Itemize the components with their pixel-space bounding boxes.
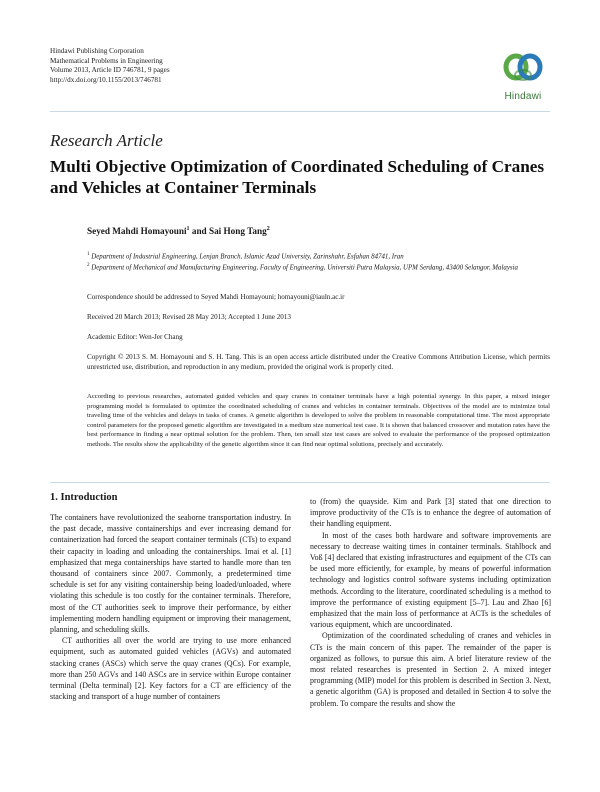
author-2: Sai Hong Tang bbox=[208, 226, 267, 237]
correspondence: Correspondence should be addressed to Seyed Mahdi Homayouni; homayouni@iauln.ac.ir bbox=[87, 293, 345, 301]
article-type: Research Article bbox=[50, 131, 163, 150]
volume-line: Volume 2013, Article ID 746781, 9 pages bbox=[50, 66, 170, 75]
section-heading-introduction: 1. Introduction bbox=[50, 492, 118, 503]
logo-text: Hindawi bbox=[504, 91, 542, 102]
paragraph: CT authorities all over the world are trying to use more enhanced equipment, such as automated guided vehicles (AGVs) and automated stacking cranes (ASCs) which serve the quay cranes (QCs). For example, more than 250 AGVs and 140 ASCs are in service within Europe container terminal (Delta terminal) [2]. Key factors for a CT are efficiency of the stacking and transport of a huge number of containers bbox=[50, 636, 291, 702]
header-rule bbox=[50, 111, 550, 112]
body-column-right bbox=[310, 496, 551, 709]
author-2-affiliation-mark: 2 bbox=[266, 226, 270, 232]
paragraph: The containers have revolutionized the seaborne transportation industry. In the past decade, massive containerships and ever increasing demand for containerization had forced the seaport container terminals (CTs) to expand their capacity in loading and unloading the containerships. Imai et al. [1] emphasized that mega containerships have started to handle more than ten thousand of containers since 2007. Commonly, a predetermined time schedule is set for any visiting containership being loaded/unloaded, where violating this schedule is too costly for the container terminals. Therefore, most of the CT authorities seek to improve their performance, by either implementing modern handling equipment or improving their management, planning, and scheduling skills. bbox=[50, 513, 291, 635]
paragraph: In most of the cases both hardware and software improvements are necessary to decrease waiting times in container terminals. Stahlbock and Voß [4] declared that existing infrastructures and equipment of the CTs can be used more efficiently, for example, by means of powerful information technology and logistics control software systems including optimization methods. According to the literature, coordinated scheduling is a method to improve the performance of existing equipment [5–7]. Lau and Zhao [6] emphasized that the main loss of performance at ACTs is the schedules of various equipment, which are uncoordinated. bbox=[310, 530, 551, 630]
body-column-left bbox=[50, 512, 291, 702]
author-1-affiliation-mark: 1 bbox=[186, 226, 190, 232]
affiliation-1 bbox=[87, 250, 542, 262]
affiliation-1-text: Department of Industrial Engineering, Lenjan Branch, Islamic Azad University, Zarinshahr, Esfahan 84741, Iran bbox=[91, 253, 404, 261]
author-1: Seyed Mahdi Homayouni bbox=[87, 226, 187, 237]
affiliation-1-mark: 1 bbox=[87, 252, 90, 257]
paragraph: to (from) the quayside. Kim and Park [3] stated that one direction to improve productivity of the CTs is to enhance the degree of automation of their handling equipment. bbox=[310, 497, 551, 529]
affiliation-2 bbox=[87, 261, 542, 273]
author-connector: and bbox=[189, 226, 209, 237]
paper-title: Multi Objective Optimization of Coordinated Scheduling of Cranes and Vehicles at Container Terminals bbox=[50, 157, 545, 197]
journal-header bbox=[50, 47, 170, 85]
academic-editor: Academic Editor: Wen-Jer Chang bbox=[87, 333, 183, 341]
affiliation-2-text: Department of Mechanical and Manufacturing Engineering, Faculty of Engineering, Universiti Putra Malaysia, UPM Serdang, 43400 Selangor, Malaysia bbox=[91, 264, 518, 272]
affiliation-2-mark: 2 bbox=[87, 263, 90, 268]
copyright-notice: Copyright © 2013 S. M. Homayouni and S. H. Tang. This is an open access article distributed under the Creative Commons Attribution License, which permits unrestricted use, distribution, and reproduction in any medium, provided the original work is properly cited. bbox=[87, 353, 550, 371]
received-dates: Received 20 March 2013; Revised 28 May 2013; Accepted 1 June 2013 bbox=[87, 313, 291, 321]
journal-name: Mathematical Problems in Engineering bbox=[50, 56, 163, 65]
paragraph: Optimization of the coordinated scheduling of cranes and vehicles in CTs is the main concern of this paper. The remainder of the paper is organized as follows, to pursue this aim. A brief literature review of the most related researches is presented in Section 2. A mixed integer programming (MIP) model for this problem is described in Section 3. Next, a genetic algorithm (GA) is proposed and detailed in Section 4 to solve the problem. To compare the results and show the bbox=[310, 631, 551, 708]
publisher-name: Hindawi Publishing Corporation bbox=[50, 47, 144, 55]
doi-link[interactable]: http://dx.doi.org/10.1155/2013/746781 bbox=[50, 75, 162, 84]
abstract: According to previous researches, automated guided vehicles and quay cranes in container terminals have a high potential synergy. In this paper, a mixed integer programming model is formulated to optimize the coordinated scheduling of cranes and vehicles in container terminals. Objectives of the model are to minimize total traveling time of the vehicles and delays in tasks of cranes. A genetic algorithm is developed to solve the problem in reasonable computational time. The most appropriate control parameters for the proposed genetic algorithm are investigated in a medium size numerical test case. It is shown that balanced crossover and mutation rates have the best performance in finding a near optimal solution for the problem. Then, ten small size test cases are solved to evaluate the performance of the proposed optimization methods. The results show the applicability of the genetic algorithm since it can find near optimal solutions, precisely and accurately. bbox=[87, 393, 550, 448]
author-list bbox=[87, 226, 270, 236]
abstract-rule bbox=[50, 482, 550, 483]
